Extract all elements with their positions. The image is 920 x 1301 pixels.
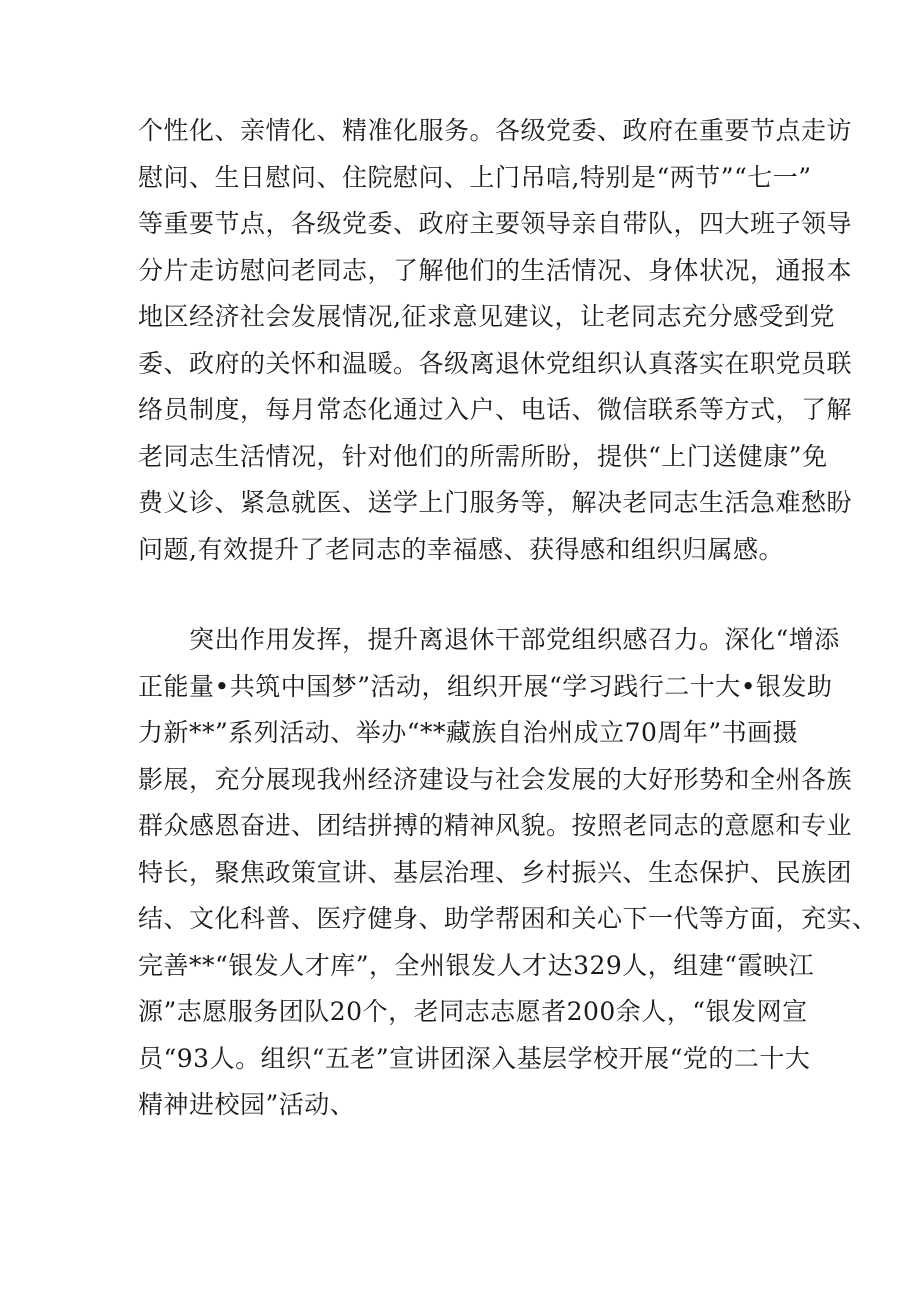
text-line: 分片走访慰问老同志，了解他们的生活情况、身体状况，通报本 xyxy=(138,255,853,285)
text-line: 老同志生活情况，针对他们的所需所盼，提供“上门送健康”免 xyxy=(138,441,828,471)
text-line: 员“93人。组织“五老”宣讲团深入基层学校开展“党的二十大 xyxy=(138,1043,811,1073)
text-line: 突出作用发挥，提升离退休干部党组织感召力。深化“增添 xyxy=(138,625,840,654)
text-line: 影展，充分展现我州经济建设与社会发展的大好形势和全州各族 xyxy=(138,764,853,794)
text-line: 等重要节点，各级党委、政府主要领导亲自带队，四大班子领导 xyxy=(138,209,853,238)
text-line: 正能量•共筑中国梦”活动，组织开展“学习践行二十大•银发助 xyxy=(138,671,833,701)
text-line: 问题,有效提升了老同志的幸福感、获得感和组织归属感。 xyxy=(138,534,784,564)
text-line: 络员制度，每月常态化通过入户、电话、微信联系等方式，了解 xyxy=(138,395,853,424)
text-line: 委、政府的关怀和温暖。各级离退休党组织认真落实在职党员联 xyxy=(138,348,853,378)
text-line: 慰问、生日慰问、住院慰问、上门吊唁,特别是“两节”“七一” xyxy=(138,162,812,192)
text-line: 精神进校园”活动、 xyxy=(138,1090,356,1119)
text-line: 力新**”系列活动、举办“**藏族自治州成立70周年”书画摄 xyxy=(138,718,799,747)
paragraph-role-play xyxy=(138,617,878,1129)
text-line: 地区经济社会发展情况,征求意见建议，让老同志充分感受到党 xyxy=(138,302,835,331)
paragraph-retiree-services xyxy=(138,108,853,573)
text-line: 费义诊、紧急就医、送学上门服务等，解决老同志生活急难愁盼 xyxy=(138,488,853,517)
text-line: 完善**“银发人才库”，全州银发人才达329人，组建“霞映江 xyxy=(138,950,815,980)
text-line: 群众感恩奋进、团结拼搏的精神风貌。按照老同志的意愿和专业 xyxy=(138,811,853,840)
text-line: 个性化、亲情化、精准化服务。各级党委、政府在重要节点走访 xyxy=(138,116,853,145)
text-line: 源”志愿服务团队20个，老同志志愿者200余人，“银发网宣 xyxy=(138,997,808,1026)
text-line: 结、文化科普、医疗健身、助学帮困和关心下一代等方面，充实、 xyxy=(138,904,878,933)
text-line: 特长，聚焦政策宣讲、基层治理、乡村振兴、生态保护、民族团 xyxy=(138,857,853,887)
